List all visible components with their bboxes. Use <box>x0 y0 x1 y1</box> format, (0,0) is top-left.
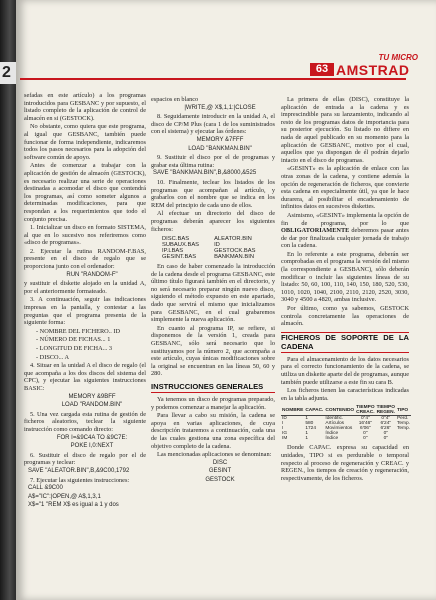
file-name: BANKMAN.BIN <box>214 254 255 261</box>
table-cell: IG <box>282 431 288 437</box>
paragraph: No obstante, como quiera que este programa, al igual que GESBANC, también puede funcionar de forma independiente, indicaremos todos los pasos necesarios para la adopción del software común de apoyo. <box>24 123 146 161</box>
paragraph: 6. Sustituir el disco de regalo por el de programas y teclear: <box>24 451 146 467</box>
table-cell: Artículos <box>325 421 345 427</box>
code-line: X$="1 "REM X$ es igual a 1 y dos <box>28 502 119 509</box>
code-line: POKE I,0:NEXT <box>70 443 114 450</box>
code-line: A$="IC":|OPEN,@ A$,1,3,1 <box>28 493 101 500</box>
code-line: SAVE "BANKMAN.BIN",B,&8000,&525 <box>153 170 257 177</box>
table-cell: 0" <box>363 436 368 442</box>
table-cell: 6'06" <box>360 426 371 432</box>
list-item <box>161 254 257 260</box>
inline-text: Asimismo, «GESINT» implementa la opción de fin de programa, por lo que <box>281 211 409 227</box>
column-header: CONTENIDO <box>324 405 355 416</box>
code-line: RUN "RANDOM-F" <box>66 271 118 278</box>
paragraph: Las mencionadas aplicaciones se denominan: <box>157 451 272 459</box>
table-cell: Temp. <box>396 421 411 427</box>
code-line: LOAD "RANDOM.BIN" <box>61 402 123 409</box>
inline-text: deberemos pasar antes de dar por finalizada cualquier jornada de trabajo con la cadena. <box>281 227 409 250</box>
table-cell: 1 <box>305 431 308 437</box>
table-cell: Perd. <box>396 416 409 422</box>
table-header-row <box>281 405 411 416</box>
code-line: GESTOCK <box>205 476 235 483</box>
column-3 <box>281 96 409 483</box>
table-cell: Temp. <box>396 426 411 432</box>
paragraph: 8. Seguidamente introducir en la unidad A, el disco de CP/M Plus (cara 1 de los suministrados con el sistema) y ejecutar las órdenes: <box>151 113 275 136</box>
paragraph: La primera de ellas (DISC), constituye la aplicación de entrada a la cadena y es imprescindible para su lanzamiento, indicando al resto de los programas datos de importancia para su posterior ejecución. Su listado no difiere en nada de aquel publicado en su momento para la aplicación de GESBANC, motivo por el cual, aquellos que ya dispongan de él podrán dejarlo intacto en el disco de programas. <box>281 96 409 164</box>
files-table <box>281 405 411 441</box>
paragraph: 3. A continuación, seguir las indicaciones impresas en la pantalla, y contestar a las preguntas que el programa presenta de la siguiente forma: <box>24 296 146 327</box>
paragraph: Los ficheros tienen las características indicadas en la tabla adjunta. <box>281 387 409 402</box>
table-body <box>281 416 411 442</box>
column-header: TIPO <box>396 405 411 416</box>
magazine-name: AMSTRAD <box>336 62 410 78</box>
table-cell: 6'24" <box>380 421 392 427</box>
code-line: SAVE "ALEATOR.BIN",B,&9C00,1792 <box>28 467 130 474</box>
paragraph: sefadas en este artículo) a los programas introducidos para GESBANC y por supuesto, el listado completo de la aplicación de control de almacén en si (GESTOCK). <box>24 92 146 122</box>
paragraph: 7. Ejecutar las siguientes instrucciones: <box>30 476 130 484</box>
paragraph: Para llevar a cabo su misión, la cadena se apoya en varias aplicaciones, de cuya descripción trataremos a continuación, cada una de las cuales gestiona una zona específica del objetivo completo de la cadena. <box>151 412 275 450</box>
header-rule <box>20 78 406 80</box>
table-cell: 6'26" <box>380 426 392 432</box>
table-cell: Identific. <box>325 416 344 422</box>
paragraph: 4. Situar en la unidad A el disco de regalo (el que acompaña a los dos discos del sistema del CPC), y ejecutar las siguientes instrucciones BASIC: <box>24 362 146 392</box>
code-line: CALL &9C00 <box>28 485 63 492</box>
table-cell: 1724 <box>305 426 316 432</box>
paragraph: y sustituir el diskette alojado en la unidad A, por el anteriormente formateado. <box>24 280 146 295</box>
table-cell: ID <box>282 416 287 422</box>
emphasis-text: OBLIGATORIAMENTE <box>281 227 350 235</box>
paragraph: Donde CAPAC. expresa su capacidad en unidades, TIPO si es perdurable o temporal respecto al proceso de regeneración y CREAC. y REGEN., los tiempos de creación y regeneración, respectivamente, de los ficheros. <box>281 444 409 482</box>
paragraph: En lo referente a este programa, deberán ser comprobadas en el programa la versión del mismo (la correspondiente a GESBANC), sólo deberán modificar o incluir las siguientes líneas de su listado: 50, 60, 100, 110, 140, 150, 180, 520, 530, 1010, 1020, 1040, 2100, 2110, 2120, 2520, 3030, 3040 y 4500 a 4820, ambas inclusive. <box>281 250 409 304</box>
file-name: SUBAUX.BAS <box>162 242 200 249</box>
table-cell: I <box>282 426 284 432</box>
paragraph: 5. Una vez cargada esta rutina de gestión de ficheros aleatorios, teclear la siguiente instrucción como comando directo: <box>24 410 146 433</box>
file-name: ID <box>214 242 220 249</box>
file-name: GESTOCK.BAS <box>214 248 256 255</box>
column-header: TIEMPO CREAC. <box>356 405 375 416</box>
paragraph: Ya tenemos un disco de programas preparado, y podemos comenzar a manejar la aplicación. <box>151 396 275 411</box>
table-cell: 0"4" <box>360 416 370 422</box>
paragraph: 1. Inicializar un disco en formato SISTEMA, al que en lo sucesivo nos referiremos como «disco de programas». <box>24 224 146 247</box>
paragraph: En caso de haber comenzado la introducción de la cadena desde el programa GESBANC, este último título figurará también en el directorio, y no será necesario preparar ningún nuevo disco, siguiendo el método expuesto en este apartado, dado que servirá el mismo que inicializamos para GESBANC, en el cual grabaremos simplemente la nueva aplicación. <box>151 263 275 324</box>
table-cell: 580 <box>305 421 314 427</box>
list-item: - NOMBRE DEL FICHERO.. ID <box>36 327 121 335</box>
table-cell: I <box>282 421 284 427</box>
table-cell: 1 <box>305 416 308 422</box>
code-line: MEMORY &9BFF <box>68 393 116 400</box>
column-header: NOMBRE <box>281 405 304 416</box>
table-cell: Índice <box>325 436 339 442</box>
paragraph: espacios en blanco <box>151 96 199 103</box>
list-item: - LONGITUD DE FICHA... 3 <box>36 345 113 352</box>
file-name: GESINT.BAS <box>162 254 197 261</box>
table-cell: Índice <box>325 431 339 437</box>
file-name: ALEATOR.BIN <box>214 236 252 243</box>
table-row <box>281 436 411 441</box>
code-line: DISC <box>212 459 228 466</box>
table-cell: 0" <box>363 431 368 437</box>
code-line: FOR I=&9C4A TO &9C7E: <box>56 434 128 441</box>
previous-page-number: 2 <box>0 62 18 84</box>
paragraph <box>281 212 409 250</box>
file-name: DISC.BAS <box>162 236 190 243</box>
paragraph: 9. Sustituir el disco por el de programas y grabar esta última rutina: <box>151 154 275 169</box>
paragraph: Para el almacenamiento de los datos necesarios para el correcto funcionamiento de la cadena, se utiliza un diskette aparte del de programas, aunque también puede utilizarse a este fin su cara B. <box>281 355 409 386</box>
paragraph: Al efectuar un directorio del disco de programas deberán aparecer los siguientes ficheros: <box>151 210 275 233</box>
code-line: MEMORY &7FFF <box>196 136 244 143</box>
column-header: CAPAC. <box>304 405 324 416</box>
code-line: LOAD "BANKMAN.BIN" <box>188 145 252 152</box>
table-cell: IM <box>282 436 288 442</box>
table-cell: 16'46" <box>358 421 373 427</box>
column-header: TIEMPO REGEN. <box>376 405 395 416</box>
file-list <box>161 236 257 260</box>
table-cell <box>396 436 411 441</box>
paragraph: 2. Ejecutar la rutina RANDOM-F.BAS, presente en el disco de regalo que se proporciona junto con el ordenador: <box>24 247 146 271</box>
code-line: |WRITE,@ X$,1,1:|CLOSE <box>184 104 256 111</box>
column-1 <box>24 92 146 511</box>
table-cell: 1 <box>305 436 308 442</box>
code-line: GESINT <box>208 468 232 475</box>
section-heading: INSTRUCCIONES GENERALES <box>151 382 275 393</box>
paragraph: En cuanto al programa IP, se refiere, si disponemos de la versión 1, creada para GESBANC, sólo será necesario que lo sustituyamos por la número 2, que acompaña a este artículo, cuyas únicas modificaciones sobre la original se encuentran en las líneas 50, 60 y 280. <box>151 324 275 378</box>
column-2 <box>151 96 275 486</box>
section-tag: TU MICRO <box>378 53 418 62</box>
list-item: - NÚMERO DE FICHAS... 1 <box>36 336 111 344</box>
list-item: - DISCO... A <box>36 353 70 361</box>
section-heading: FICHEROS DE SOPORTE DE LA CADENA <box>281 332 409 351</box>
table-cell: Movimientos <box>325 426 353 432</box>
table-cell: 0" <box>383 431 388 437</box>
table-cell: 0"4" <box>381 416 391 422</box>
table-cell: 0" <box>383 436 388 442</box>
page-number: 63 <box>310 63 334 76</box>
paragraph: «GESINT» es la aplicación de enlace con las otras zonas de la cadena, y contiene además la opción de regeneración de ficheros, que convierte esta cadena en especialmente útil, ya que le hace durarera, al posibilitar el encadenamiento de infinitos datos en sucesivos diskettes. <box>281 165 409 211</box>
file-name: IP.LBAS <box>162 248 184 255</box>
paragraph: Antes de comenzar a trabajar con la aplicación de gestión de almacén (GESTOCK), es necesario realizar una serie de operaciones destinadas a acomodar el disco que contendrá los programas, así como someter algunos a determinadas modificaciones, para que respondan a los requerimientos que todo el conjunto precisa. <box>24 162 146 223</box>
paragraph: 10. Finalmente, teclear los listados de los programas que acompañan al artículo, y grabarlos con el nombre que se indica en los REM del principio de cada uno de ellos. <box>151 178 275 209</box>
spine-shadow <box>0 0 16 600</box>
paragraph: Por último, como ya sabemos, GESTOCK controla concretamente las operaciones de almacén. <box>281 305 409 328</box>
